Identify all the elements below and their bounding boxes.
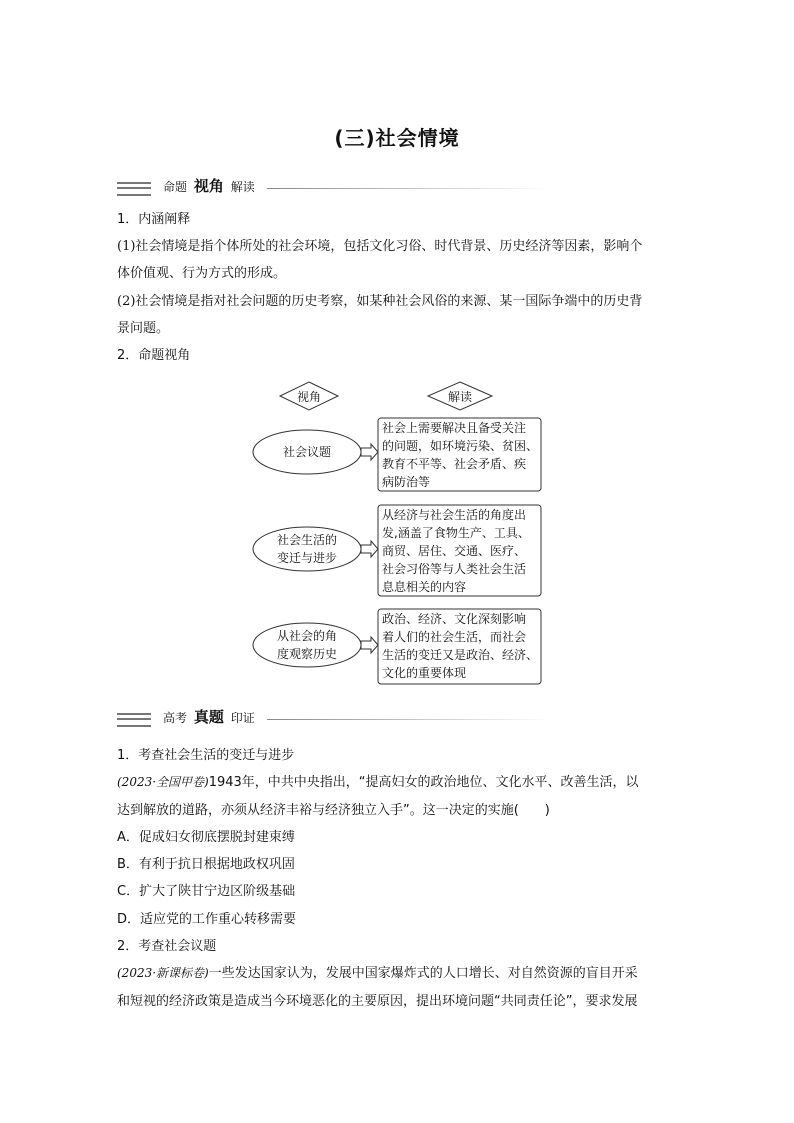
para-2-line-2: 景问题。 [117, 321, 170, 336]
header-big: 真题 [193, 708, 224, 726]
arrow-icon [361, 637, 378, 653]
q1-line-1 [117, 769, 682, 796]
box-text-1: 社会上需要解决且备受关注 的问题，如环境污染、贫困、 教育不平等、社会矛盾、疾 病防治等 [382, 421, 539, 489]
q2-line-1 [117, 960, 682, 987]
header-pre: 命题 [163, 180, 188, 194]
option-b[interactable]: B．有利于抗日根据地政权巩固 [117, 857, 295, 872]
para-1-line-2: 体价值观、行为方式的形成。 [117, 266, 287, 281]
q2-text-a: 一些发达国家认为，发展中国家爆炸式的人口增长、对自然资源的盲目开采 [208, 966, 638, 981]
section-header-text [163, 706, 255, 727]
q2-source: (2023·新课标卷) [117, 966, 209, 980]
section-header-exam [117, 709, 437, 731]
header-big: 视角 [193, 177, 224, 195]
q1-heading: 1．考查社会生活的变迁与进步 [117, 748, 295, 763]
para-2-line-1: (2)社会情境是指对社会问题的历史考察，如某种社会风俗的来源、某一国际争端中的历史背 [117, 294, 643, 309]
ellipse-label-3: 从社会的角 度观察历史 [276, 629, 337, 661]
header-rule [267, 719, 552, 720]
diamond-label-interpretation: 解读 [447, 390, 472, 404]
diamond-label-perspective: 视角 [296, 390, 321, 404]
option-d[interactable]: D．适应党的工作重心转移需要 [117, 912, 297, 927]
header-post: 解读 [230, 180, 255, 194]
header-bars-decoration [117, 713, 151, 727]
q1-line-2: 达到解放的道路，亦须从经济丰裕与经济独立入手”。这一决定的实施( ) [117, 803, 550, 818]
option-a[interactable]: A．促成妇女彻底摆脱封建束缚 [117, 830, 295, 845]
q1-text-a: 1943年，中共中央指出，“提高妇女的政治地位、文化水平、改善生活，以 [208, 775, 639, 790]
q1-source: (2023·全国甲卷) [117, 775, 209, 789]
arrow-icon [361, 444, 378, 460]
box-text-3: 政治、经济、文化深刻影响 着人们的社会生活，而社会 生活的变迁又是政治、经济、 文化的重要体现 [382, 612, 539, 680]
heading-perspective: 2．命题视角 [117, 348, 191, 363]
page-title: (三)社会情境 [334, 126, 460, 150]
box-text-2: 从经济与社会生活的角度出 发,涵盖了食物生产、工具、 商贸、居住、交通、医疗、 社会习俗等与人类社会生活 息息相关的内容 [382, 508, 530, 594]
heading-connotation: 1．内涵阐释 [117, 212, 191, 227]
arrow-icon [361, 541, 378, 557]
option-c[interactable]: C．扩大了陕甘宁边区阶级基础 [117, 884, 296, 899]
header-pre: 高考 [163, 711, 188, 725]
ellipse-label-2: 社会生活的 变迁与进步 [276, 533, 337, 565]
q2-line-2: 和短视的经济政策是造成当今环境恶化的主要原因，提出环境问题“共同责任论”，要求发展 [117, 994, 638, 1009]
q2-heading: 2．考查社会议题 [117, 939, 217, 954]
ellipse-label-1: 社会议题 [282, 445, 331, 459]
header-post: 印证 [230, 711, 255, 725]
para-1-line-1: (1)社会情境是指个体所处的社会环境，包括文化习俗、时代背景、历史经济等因素，影响个 [117, 239, 643, 254]
